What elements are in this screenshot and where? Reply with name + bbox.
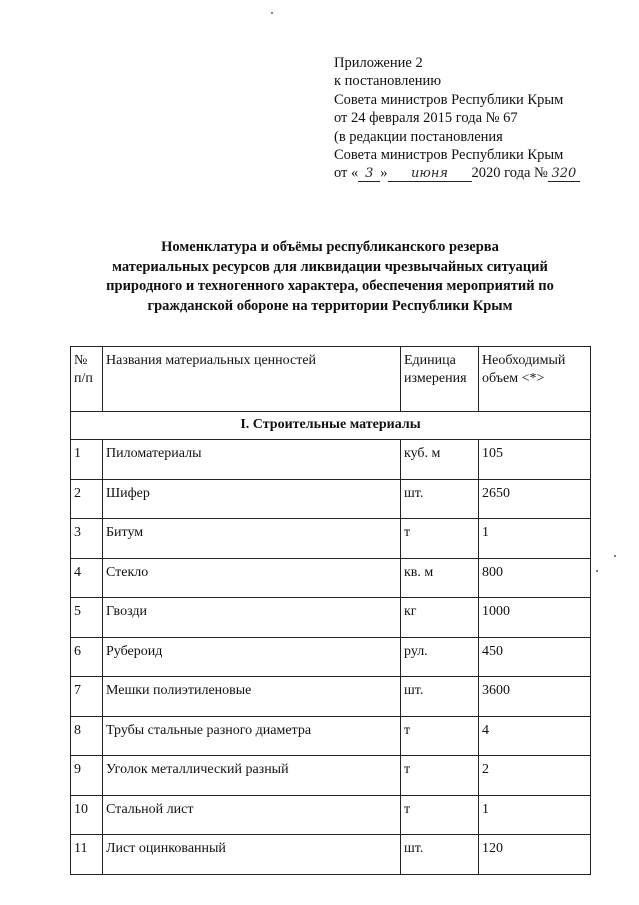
cell-unit: рул. [401, 637, 479, 677]
cell-name: Рубероид [103, 637, 401, 677]
cell-volume: 4 [479, 716, 591, 756]
table-row [71, 756, 591, 796]
cell-name: Мешки полиэтиленовые [103, 677, 401, 717]
header-unit: Единица измерения [401, 347, 479, 412]
cell-unit: шт. [401, 479, 479, 519]
cell-unit: шт. [401, 835, 479, 875]
table-row [71, 835, 591, 875]
cell-volume: 120 [479, 835, 591, 875]
table-row [71, 479, 591, 519]
scan-speck [596, 570, 598, 572]
cell-volume: 800 [479, 558, 591, 598]
cell-name: Уголок металлический разный [103, 756, 401, 796]
title-line: природного и техногенного характера, обеспечения мероприятий по [106, 278, 554, 294]
cell-unit: т [401, 756, 479, 796]
table-row [71, 795, 591, 835]
table-row [71, 598, 591, 638]
table-row [71, 440, 591, 480]
cell-volume: 2 [479, 756, 591, 796]
scan-speck [271, 12, 273, 14]
cell-unit: шт. [401, 677, 479, 717]
annex-line: Совета министров Республики Крым [334, 147, 564, 164]
cell-unit: кв. м [401, 558, 479, 598]
handwritten-number: 320 [548, 166, 580, 182]
scan-speck [614, 555, 616, 557]
cell-name: Шифер [103, 479, 401, 519]
cell-volume: 1000 [479, 598, 591, 638]
annex-line: Приложение 2 [334, 55, 423, 71]
cell-unit: куб. м [401, 440, 479, 480]
cell-num: 9 [71, 756, 103, 796]
cell-volume: 1 [479, 795, 591, 835]
cell-unit: т [401, 716, 479, 756]
cell-unit: кг [401, 598, 479, 638]
cell-num: 1 [71, 440, 103, 480]
cell-name: Лист оцинкованный [103, 835, 401, 875]
document-title [60, 238, 600, 316]
cell-num: 8 [71, 716, 103, 756]
table-row [71, 716, 591, 756]
cell-volume: 1 [479, 519, 591, 559]
cell-num: 5 [71, 598, 103, 638]
annex-line: от 24 февраля 2015 года № 67 [334, 110, 518, 127]
title-line: Номенклатура и объёмы республиканского резерва [161, 239, 499, 255]
title-line: материальных ресурсов для ликвидации чрезвычайных ситуаций [112, 258, 548, 275]
annex-header [334, 54, 624, 183]
table-row [71, 558, 591, 598]
cell-num: 10 [71, 795, 103, 835]
header-num: № п/п [71, 347, 103, 412]
header-volume: Необходимый объем <*> [479, 347, 591, 412]
table-row [71, 519, 591, 559]
cell-num: 4 [71, 558, 103, 598]
table-row [71, 637, 591, 677]
cell-name: Гвозди [103, 598, 401, 638]
cell-unit: т [401, 795, 479, 835]
title-line: гражданской обороне на территории Республики Крым [147, 297, 513, 314]
table-header-row [71, 347, 591, 412]
annex-line: к постановлению [334, 73, 442, 90]
annex-date-line [334, 164, 624, 182]
cell-num: 2 [71, 479, 103, 519]
cell-volume: 2650 [479, 479, 591, 519]
annex-date-prefix: от « [334, 165, 359, 182]
cell-name: Пиломатериалы [103, 440, 401, 480]
section-row [71, 412, 591, 440]
cell-volume: 3600 [479, 677, 591, 717]
handwritten-month: июня [388, 166, 472, 182]
annex-line: (в редакции постановления [334, 128, 503, 145]
cell-num: 7 [71, 677, 103, 717]
resources-table [70, 346, 591, 875]
cell-volume: 105 [479, 440, 591, 480]
section-title: I. Строительные материалы [71, 412, 591, 440]
annex-date-quote: » [380, 165, 388, 182]
header-name: Названия материальных ценностей [103, 347, 401, 412]
table-row [71, 677, 591, 717]
cell-name: Стальной лист [103, 795, 401, 835]
annex-line: Совета министров Республики Крым [334, 91, 564, 108]
annex-date-year: 2020 года № [471, 165, 548, 182]
cell-num: 11 [71, 835, 103, 875]
cell-num: 3 [71, 519, 103, 559]
cell-unit: т [401, 519, 479, 559]
cell-name: Стекло [103, 558, 401, 598]
cell-volume: 450 [479, 637, 591, 677]
cell-num: 6 [71, 637, 103, 677]
handwritten-day: 3 [358, 166, 380, 182]
cell-name: Трубы стальные разного диаметра [103, 716, 401, 756]
cell-name: Битум [103, 519, 401, 559]
